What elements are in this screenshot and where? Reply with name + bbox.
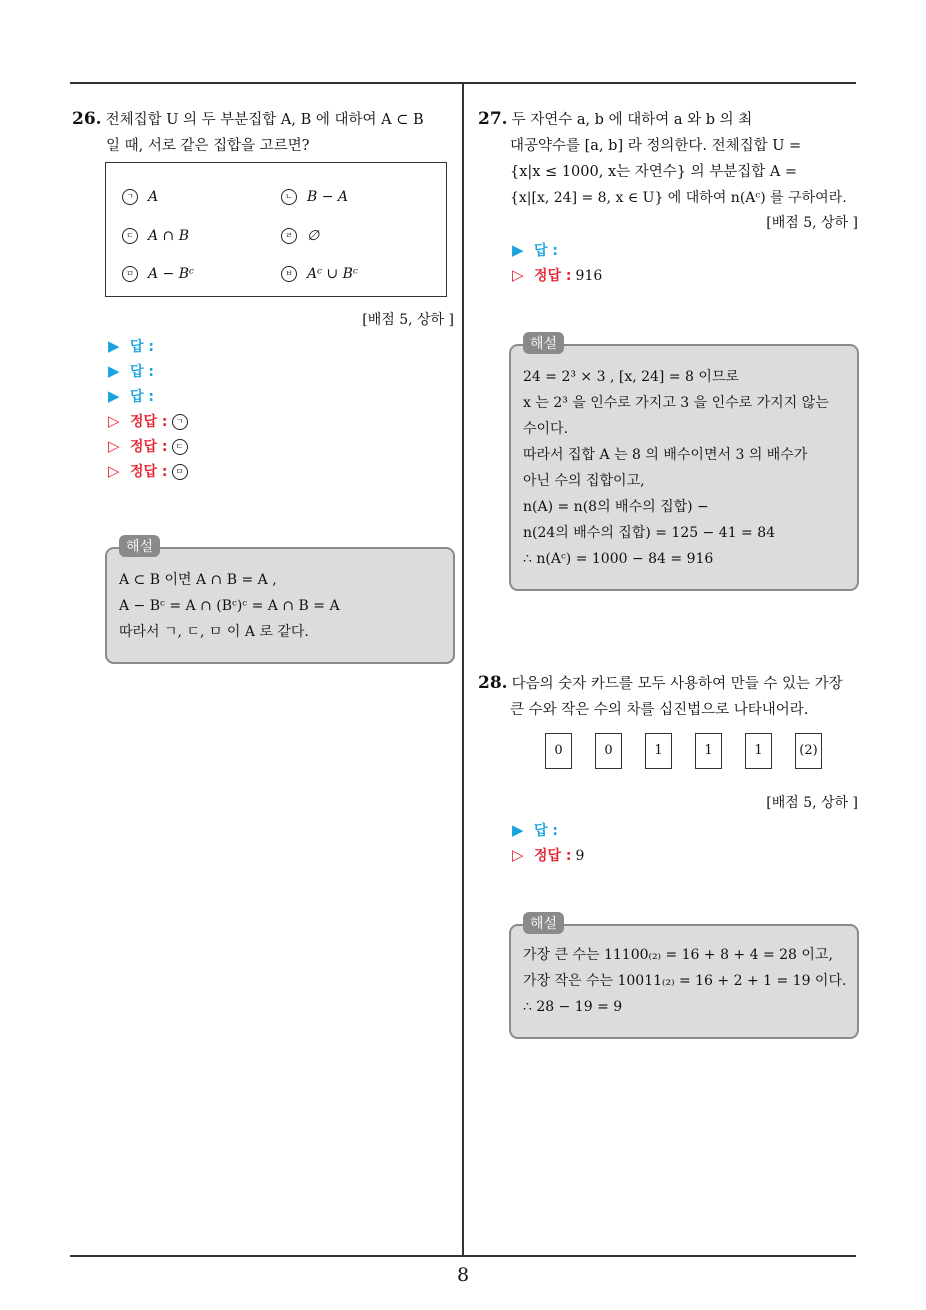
- bottom-rule: [70, 1255, 856, 1257]
- solution-line: ∴ n(Aᶜ) = 1000 − 84 = 916: [523, 551, 714, 567]
- key-value: ㄷ: [172, 439, 188, 455]
- q27-text-line: {x|x ≤ 1000, x는 자연수} 의 부분집합 A =: [510, 164, 798, 180]
- answer-label: 답 :: [130, 364, 154, 380]
- solution-tag: 해설: [119, 535, 160, 557]
- circled-mark: ㄹ: [281, 228, 297, 244]
- circled-mark: ㅂ: [281, 266, 297, 282]
- choice-expr: A ∩ B: [148, 228, 190, 244]
- q26-score: [배점 5, 상하 ]: [362, 312, 454, 328]
- q26-choice-4[interactable]: [281, 228, 319, 244]
- answer-label: 답 :: [534, 823, 558, 839]
- circled-mark: ㄴ: [281, 189, 297, 205]
- outline-triangle-icon: ▷: [512, 266, 524, 284]
- answer-row[interactable]: [512, 818, 584, 843]
- number-card: 0: [545, 733, 572, 769]
- q26-solution-box: [105, 539, 455, 664]
- choice-expr: ∅: [307, 228, 320, 244]
- choice-expr: Aᶜ ∪ Bᶜ: [307, 266, 358, 282]
- key-row: [512, 263, 602, 288]
- key-row: [108, 409, 198, 434]
- key-value: 916: [575, 268, 603, 284]
- solution-line: ∴ 28 − 19 = 9: [523, 999, 623, 1015]
- q26-number: 26.: [72, 109, 102, 129]
- solution-line: n(A) = n(8의 배수의 집합) −: [523, 499, 709, 515]
- solution-line: A − Bᶜ = A ∩ (Bᶜ)ᶜ = A ∩ B = A: [119, 598, 340, 614]
- solution-tag: 해설: [523, 912, 564, 934]
- play-triangle-icon: ▶: [512, 821, 524, 839]
- key-value: ㄱ: [172, 414, 188, 430]
- solution-line: x 는 2³ 을 인수로 가지고 3 을 인수로 가지지 않는: [523, 395, 829, 411]
- key-value: 9: [575, 848, 585, 864]
- q27-score: [배점 5, 상하 ]: [766, 215, 858, 231]
- q26-answers: [108, 334, 198, 484]
- q26-text-line1: 전체집합 U 의 두 부분집합 A, B 에 대하여 A ⊂ B: [105, 112, 424, 128]
- key-row: [512, 843, 584, 868]
- q27-text-line: 두 자연수 a, b 에 대하여 a 와 b 의 최: [511, 112, 753, 128]
- outline-triangle-icon: ▷: [108, 412, 120, 430]
- q27-question: [478, 106, 860, 211]
- key-label: 정답 :: [534, 848, 572, 864]
- q28-score: [배점 5, 상하 ]: [766, 795, 858, 811]
- number-card: 1: [645, 733, 672, 769]
- q26-text-line2: 일 때, 서로 같은 집합을 고르면?: [106, 138, 310, 154]
- solution-tag: 해설: [523, 332, 564, 354]
- q27-text-line: 대공약수를 [a, b] 라 정의한다. 전체집합 U =: [510, 138, 802, 154]
- number-card: 0: [595, 733, 622, 769]
- key-label: 정답 :: [130, 439, 168, 455]
- q27-solution-box: [509, 336, 859, 591]
- circled-mark: ㄱ: [122, 189, 138, 205]
- page-number: 8: [456, 1264, 470, 1286]
- q28-text-line1: 다음의 숫자 카드를 모두 사용하여 만들 수 있는 가장: [511, 676, 843, 692]
- solution-line: 수이다.: [523, 421, 569, 437]
- key-value: ㅁ: [172, 464, 188, 480]
- key-label: 정답 :: [130, 414, 168, 430]
- solution-line: 따라서 집합 A 는 8 의 배수이면서 3 의 배수가: [523, 447, 808, 463]
- q28-text-line2: 큰 수와 작은 수의 차를 십진법으로 나타내어라.: [510, 702, 809, 718]
- key-row: [108, 434, 198, 459]
- q26-choice-box: [105, 162, 447, 297]
- outline-triangle-icon: ▷: [512, 846, 524, 864]
- answer-label: 답 :: [534, 243, 558, 259]
- q26-choice-5[interactable]: [122, 266, 194, 282]
- play-triangle-icon: ▶: [108, 387, 120, 405]
- q28-question: [478, 670, 860, 723]
- key-row: [108, 459, 198, 484]
- choice-expr: A: [148, 189, 159, 205]
- answer-label: 답 :: [130, 389, 154, 405]
- answer-label: 답 :: [130, 339, 154, 355]
- choice-expr: B − A: [307, 189, 349, 205]
- solution-line: 가장 작은 수는 10011₍₂₎ = 16 + 2 + 1 = 19 이다.: [523, 973, 847, 989]
- q27-answers: [512, 238, 602, 288]
- q26-choice-2[interactable]: [281, 189, 348, 205]
- outline-triangle-icon: ▷: [108, 462, 120, 480]
- q26-question: [72, 106, 456, 159]
- q27-number: 27.: [478, 109, 508, 129]
- column-divider: [462, 84, 464, 1256]
- play-triangle-icon: ▶: [512, 241, 524, 259]
- q26-choice-3[interactable]: [122, 228, 189, 244]
- q28-number: 28.: [478, 673, 508, 693]
- solution-line: 따라서 ㄱ, ㄷ, ㅁ 이 A 로 같다.: [119, 624, 309, 640]
- solution-line: 가장 큰 수는 11100₍₂₎ = 16 + 8 + 4 = 28 이고,: [523, 947, 833, 963]
- solution-line: A ⊂ B 이면 A ∩ B = A ,: [119, 572, 277, 588]
- answer-row[interactable]: [108, 334, 198, 359]
- number-card: (2): [795, 733, 822, 769]
- answer-row[interactable]: [108, 359, 198, 384]
- q28-answers: [512, 818, 584, 868]
- answer-row[interactable]: [512, 238, 602, 263]
- key-label: 정답 :: [534, 268, 572, 284]
- key-label: 정답 :: [130, 464, 168, 480]
- play-triangle-icon: ▶: [108, 337, 120, 355]
- solution-line: 24 = 2³ × 3 , [x, 24] = 8 이므로: [523, 369, 739, 385]
- number-card: 1: [695, 733, 722, 769]
- outline-triangle-icon: ▷: [108, 437, 120, 455]
- number-card: 1: [745, 733, 772, 769]
- play-triangle-icon: ▶: [108, 362, 120, 380]
- q26-choice-1[interactable]: [122, 189, 158, 205]
- answer-row[interactable]: [108, 384, 198, 409]
- circled-mark: ㅁ: [122, 266, 138, 282]
- q26-choice-6[interactable]: [281, 266, 358, 282]
- circled-mark: ㄷ: [122, 228, 138, 244]
- solution-line: 아닌 수의 집합이고,: [523, 473, 645, 489]
- q27-text-line: {x|[x, 24] = 8, x ∈ U} 에 대하여 n(Aᶜ) 를 구하여라.: [510, 190, 847, 206]
- solution-line: n(24의 배수의 집합) = 125 − 41 = 84: [523, 525, 776, 541]
- q28-solution-box: [509, 916, 859, 1039]
- choice-expr: A − Bᶜ: [148, 266, 194, 282]
